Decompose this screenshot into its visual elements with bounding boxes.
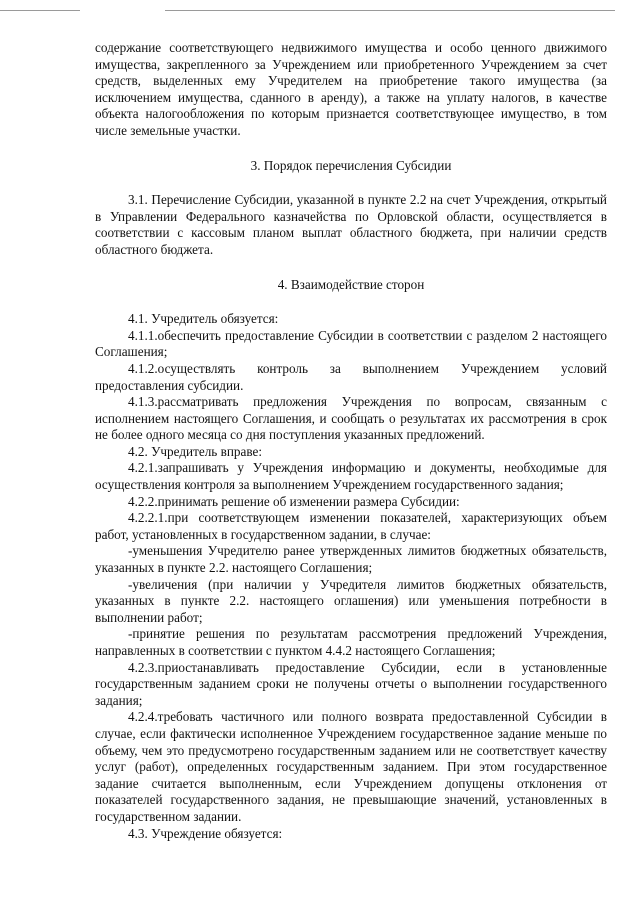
paragraph-4-1-2: 4.1.2.осуществлять контроль за выполнением Учреждением условий предоставления субсидии.: [95, 360, 607, 393]
paragraph-4-2-1: 4.2.1.запрашивать у Учреждения информацию и документы, необходимые для осуществления контроля за выполнением Учреждением государственного задания;: [95, 460, 607, 493]
list-item-increase-limits: -увеличения (при наличии у Учредителя лимитов бюджетных обязательств, указанных в пункте 2.2. настоящего оглашения) или уменьшения потребности в выполнении работ;: [95, 576, 607, 625]
section-heading-3: 3. Порядок перечисления Субсидии: [250, 157, 452, 173]
paragraph-4-2-2: 4.2.2.принимать решение об изменении размера Субсидии:: [128, 493, 460, 509]
scan-edge-line-left: [0, 10, 80, 11]
paragraph-3-1: 3.1. Перечисление Субсидии, указанной в пункте 2.2 на счет Учреждения, открытый в Управлении Федерального казначейства по Орловской области, осуществляется в соответствии с кассовым планом выплат областного бюджета, при наличии средств областного бюджета.: [95, 192, 607, 257]
paragraph-4-2-2-1: 4.2.2.1.при соответствующем изменении показателей, характеризующих объем работ, установленных в государственном задании, в случае:: [95, 510, 607, 542]
section-heading-4: 4. Взаимодействие сторон: [277, 276, 425, 292]
paragraph-4-1: 4.1. Учредитель обязуется:: [128, 311, 279, 327]
paragraph-4-1-3: 4.1.3.рассматривать предложения Учреждения по вопросам, связанным с исполнением настоящего Соглашения, и сообщать о результатах их рассмотрения в срок не более одного месяца со дня поступления указанных предложений.: [95, 394, 607, 443]
document-page: [95, 40, 607, 842]
paragraph-4-2-3: 4.2.3.приостанавливать предоставление Субсидии, если в установленные государственным заданием сроки не получены отчеты о выполнении государственного задания;: [95, 659, 607, 708]
paragraph-4-3: 4.3. Учреждение обязуется:: [128, 825, 283, 841]
list-item-decision: -принятие решения по результатам рассмотрения предложений Учреждения, направленных в соответствии с пунктом 4.4.2 настоящего Соглашения;: [95, 626, 607, 658]
scan-edge-line-right: [165, 10, 615, 11]
paragraph-4-2-4: 4.2.4.требовать частичного или полного возврата предоставленной Субсидии в случае, если фактически исполненное Учреждением государственное задание меньше по объему, чем это предусмотрено государственным заданием или не соответствует качеству услуг (работ), определенных государственным заданием. При этом государственное задание считается выполненным, если Учреждением допущены отклонения от показателей государственного задания, не превышающие значений, установленных в государственном задании.: [95, 709, 607, 824]
paragraph-4-1-1: 4.1.1.обеспечить предоставление Субсидии в соответствии с разделом 2 настоящего Соглашения;: [95, 327, 607, 360]
list-item-decrease-limits: -уменьшения Учредителю ранее утвержденных лимитов бюджетных обязательств, указанных в пункте 2.2. настоящего Соглашения;: [95, 543, 607, 576]
paragraph-4-2: 4.2. Учредитель вправе:: [128, 443, 262, 459]
paragraph-property-tax: содержание соответствующего недвижимого имущества и особо ценного движимого имущества, закрепленного за Учреждением или приобретенного Учреждением за счет средств, выделенных ему Учредителем на приобретение такого имущества (за исключением имущества, сданного в аренду), а также на уплату налогов, в качестве объекта налогообложения по которым признается соответствующее имущество, в том числе земельные участки.: [95, 40, 607, 138]
